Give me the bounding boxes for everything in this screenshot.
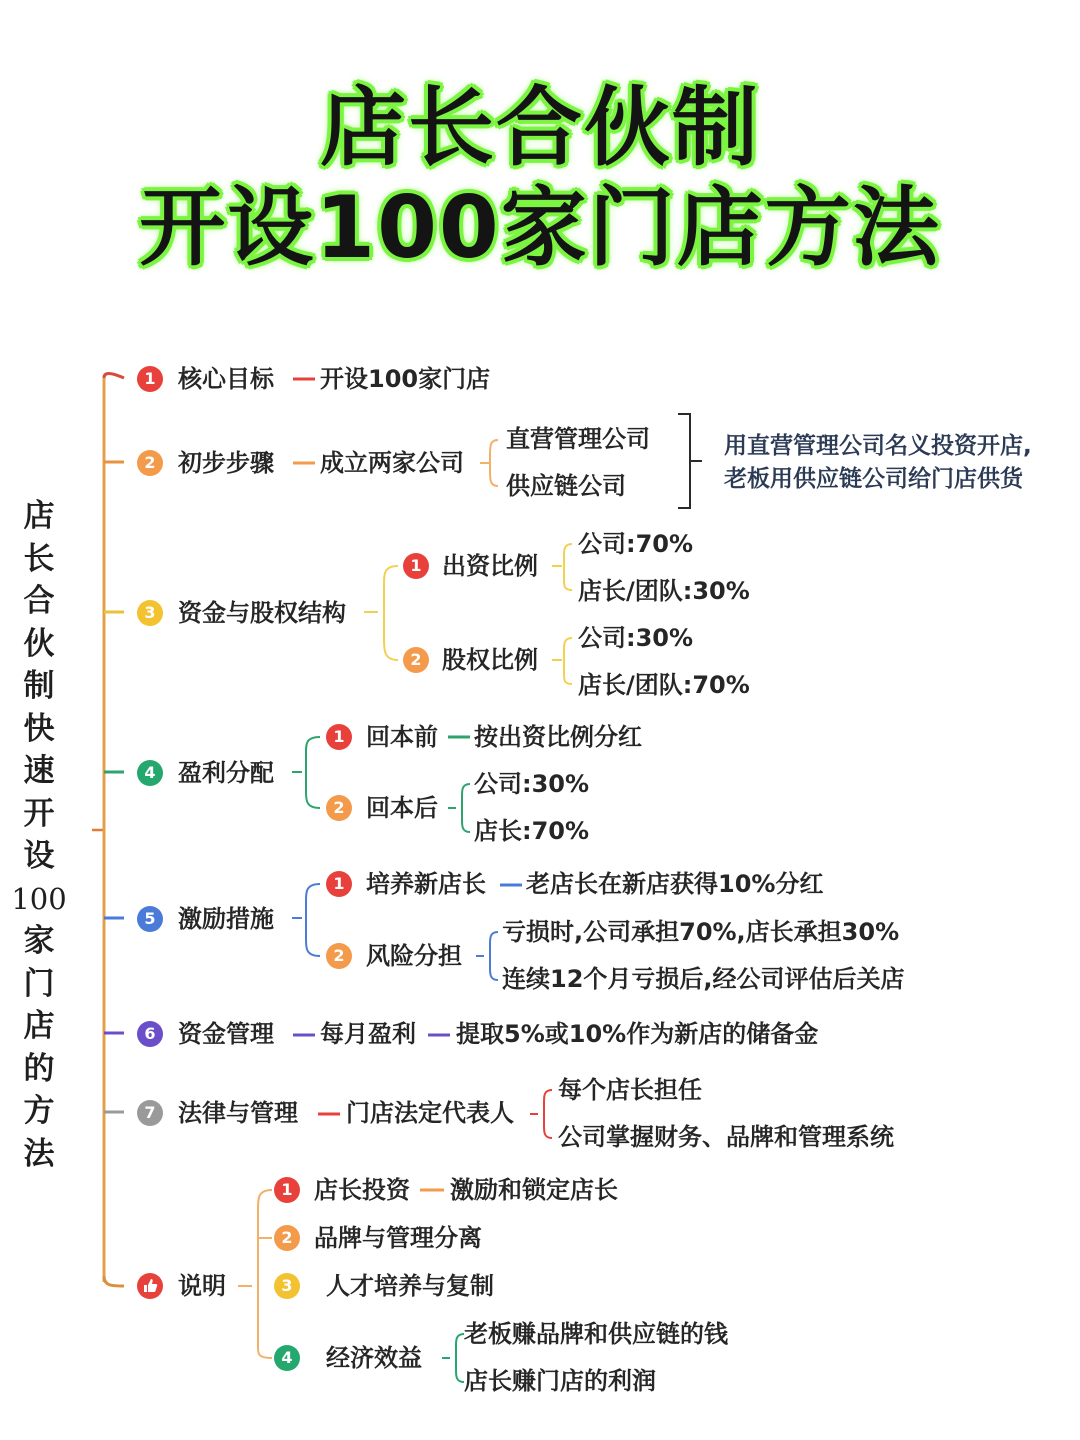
- vtitle-char: 开: [23, 795, 55, 832]
- vtitle-char: 伙: [23, 625, 55, 662]
- branch-7-item: 每个店长担任: [558, 1076, 702, 1104]
- branch-3-sub1-label: 出资比例: [442, 552, 538, 580]
- sub-badge-2: 2: [274, 1225, 300, 1251]
- branch-2-note: 用直营管理公司名义投资开店,: [724, 433, 1032, 459]
- vtitle-char: 100: [11, 881, 67, 916]
- branch-8-sub4-label: 经济效益: [326, 1344, 422, 1372]
- thumbs-up-icon: [137, 1273, 163, 1299]
- branch-4-sub2-item: 公司:30%: [474, 770, 590, 798]
- branch-3-label: 资金与股权结构: [178, 599, 346, 627]
- sub-badge-2: 2: [326, 795, 352, 821]
- sub-badge-3: 3: [274, 1273, 300, 1299]
- badge-4: 4: [137, 760, 163, 786]
- branch-2-item: 直营管理公司: [506, 425, 650, 453]
- branch-2-note: 老板用供应链公司给门店供货: [724, 466, 1023, 492]
- branch-4-label: 盈利分配: [178, 759, 274, 787]
- vtitle-char: 店: [23, 498, 55, 534]
- badge-2: 2: [137, 450, 163, 476]
- branch-8-sub2-label: 品牌与管理分离: [314, 1224, 482, 1252]
- bracket: [530, 1090, 552, 1138]
- sub-badge-1: 1: [326, 724, 352, 750]
- branch-8-sub1-value: 激励和锁定店长: [450, 1176, 618, 1204]
- branch-3-sub1-item: 店长/团队:30%: [578, 577, 750, 605]
- bracket: [364, 566, 398, 660]
- branch-2-item: 供应链公司: [506, 472, 626, 500]
- vtitle-char: 法: [23, 1135, 55, 1172]
- branch-connector-8: [104, 1276, 124, 1286]
- branch-5-sub2-item: 连续12个月亏损后,经公司评估后关店: [502, 965, 905, 993]
- branch-4-sub1-label: 回本前: [366, 723, 438, 751]
- bracket: [480, 440, 498, 486]
- branch-8-sub3-label: 人才培养与复制: [326, 1272, 494, 1300]
- vtitle-char: 长: [23, 540, 55, 577]
- title-line-1: 店长合伙制: [320, 78, 760, 178]
- sub-badge-1: 1: [326, 871, 352, 897]
- bracket: [448, 784, 470, 832]
- branch-8-sub4-item: 老板赚品牌和供应链的钱: [464, 1320, 728, 1348]
- branch-5-sub1-value: 老店长在新店获得10%分红: [526, 870, 824, 898]
- vtitle-char: 制: [23, 668, 55, 704]
- vtitle-char: 店: [23, 1008, 55, 1044]
- branch-3-sub2-label: 股权比例: [442, 646, 538, 674]
- branch-connector-1: [104, 374, 124, 379]
- branch-7-label: 法律与管理: [178, 1099, 298, 1127]
- vtitle-char: 设: [23, 838, 55, 874]
- sub-badge-1: 1: [403, 553, 429, 579]
- vtitle-char: 合: [23, 583, 55, 619]
- branch-4-sub2-label: 回本后: [366, 794, 438, 822]
- vtitle-char: 方: [23, 1093, 55, 1129]
- branch-3-sub1-item: 公司:70%: [578, 530, 694, 558]
- branch-1-value: 开设100家门店: [320, 365, 491, 393]
- badge-7: 7: [137, 1100, 163, 1126]
- vtitle-char: 快: [23, 710, 55, 747]
- branch-3-sub2-item: 店长/团队:70%: [578, 671, 750, 699]
- badge-5: 5: [137, 906, 163, 932]
- badge-6: 6: [137, 1021, 163, 1047]
- sub-badge-2: 2: [403, 647, 429, 673]
- branch-1-label: 核心目标: [178, 365, 274, 393]
- branch-5-sub1-label: 培养新店长: [366, 870, 486, 898]
- bracket: [442, 1334, 464, 1382]
- bracket: [678, 414, 702, 508]
- branch-5-label: 激励措施: [178, 905, 274, 933]
- branch-7-value: 门店法定代表人: [346, 1099, 514, 1127]
- vtitle-char: 速: [23, 753, 55, 789]
- badge-1: 1: [137, 366, 163, 392]
- bracket: [238, 1190, 272, 1358]
- title-line-2: 开设100家门店方法: [139, 178, 941, 278]
- sub-badge-4: 4: [274, 1345, 300, 1371]
- branch-7-item: 公司掌握财务、品牌和管理系统: [558, 1123, 894, 1151]
- branch-8-label: 说明: [178, 1272, 226, 1300]
- branch-3-sub2-item: 公司:30%: [578, 624, 694, 652]
- badge-3: 3: [137, 600, 163, 626]
- branch-2-label: 初步步骤: [178, 449, 274, 477]
- thumbs-up-icon: [137, 1273, 163, 1299]
- branch-4-sub1-value: 按出资比例分红: [474, 723, 642, 751]
- sub-badge-2: 2: [326, 943, 352, 969]
- branch-2-value: 成立两家公司: [320, 449, 464, 477]
- bracket: [552, 544, 572, 590]
- branch-6-value-2: 提取5%或10%作为新店的储备金: [456, 1020, 819, 1048]
- branch-4-sub2-item: 店长:70%: [474, 817, 590, 845]
- vtitle-char: 的: [23, 1050, 55, 1087]
- branch-6-value: 每月盈利: [320, 1020, 416, 1048]
- sub-badge-1: 1: [274, 1177, 300, 1203]
- vtitle-char: 门: [23, 965, 55, 1002]
- bracket: [292, 884, 320, 956]
- branch-8-sub1-label: 店长投资: [314, 1176, 410, 1204]
- branch-5-sub2-label: 风险分担: [366, 942, 462, 970]
- bracket: [292, 737, 320, 808]
- branch-8-sub4-item: 店长赚门店的利润: [464, 1367, 656, 1395]
- vtitle-char: 家: [23, 923, 55, 959]
- bracket: [552, 638, 572, 684]
- branch-6-label: 资金管理: [178, 1020, 274, 1048]
- bracket: [476, 932, 498, 980]
- branch-5-sub2-item: 亏损时,公司承担70%,店长承担30%: [502, 918, 900, 946]
